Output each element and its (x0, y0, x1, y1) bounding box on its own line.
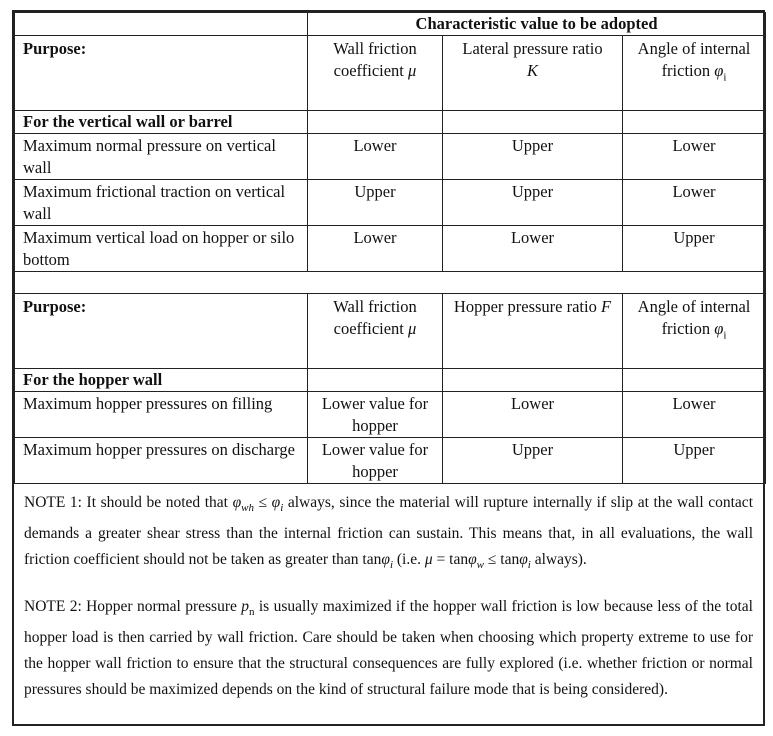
phi-symbol: φ (232, 494, 242, 511)
row-mu: Upper (308, 180, 443, 226)
blank-cell (623, 369, 766, 392)
note-text: always, since the material will rupture internally if slip at the wall contact demands a greater shear stress than the internal friction can sustain. This means that, in all evaluations, the wall friction coefficient should not be taken as greater than tan (24, 494, 753, 569)
column-header-row (15, 36, 766, 111)
purpose-label: Purpose: (15, 294, 308, 369)
phi-symbol: φ (271, 494, 281, 511)
column-header-row (15, 294, 766, 369)
note-text: ≤ tan (484, 551, 520, 569)
col-label: Lateral pressure ratio (462, 39, 603, 58)
phi-symbol: φ (468, 551, 477, 569)
row-purpose: Maximum hopper pressures on filling (15, 392, 308, 438)
table-row (15, 180, 766, 226)
spacer-cell (15, 272, 766, 294)
table-row (15, 392, 766, 438)
phi-sub: w (476, 559, 485, 572)
phi-symbol: φ (714, 61, 724, 80)
spacer-row (15, 272, 766, 294)
row-purpose: Maximum vertical load on hopper or silo bottom (15, 226, 308, 272)
section-title-row (15, 111, 766, 134)
row-mu: Lower (308, 134, 443, 180)
phi-sub: i (280, 502, 284, 515)
p-symbol: p (241, 598, 249, 616)
row-phi: Lower (623, 392, 766, 438)
table-row (15, 134, 766, 180)
col-label: Wall friction coefficient (333, 39, 417, 80)
note-text: ≤ (253, 494, 272, 511)
row-phi: Upper (623, 438, 766, 484)
note-text: NOTE 2: Hopper normal pressure (24, 598, 242, 616)
blank-header-cell (15, 13, 308, 36)
row-k: Upper (443, 180, 623, 226)
row-f: Lower (443, 392, 623, 438)
row-phi: Upper (623, 226, 766, 272)
row-mu: Lower value for hopper (308, 392, 443, 438)
note-text: is usually maximized if the hopper wall friction is low because less of the total hopper load is then carried by wall friction. Care should be taken when choosing which property extreme to use for the hopper wall friction to ensure that the structural consequences are fully explored (i.e. whether friction or normal pressures should be maximized depends on the kind of structural failure mode that is being considered). (24, 598, 753, 699)
note-2 (24, 594, 753, 703)
phi-sub: wh (241, 502, 254, 515)
row-phi: Lower (623, 180, 766, 226)
row-purpose: Maximum frictional traction on vertical wall (15, 180, 308, 226)
note-text: NOTE 1: It should be noted that (24, 494, 233, 511)
row-f: Upper (443, 438, 623, 484)
phi-sub: i (723, 71, 727, 84)
blank-cell (308, 111, 443, 134)
col-hopper-pressure (443, 294, 623, 369)
blank-cell (623, 111, 766, 134)
note-text: always). (530, 551, 587, 569)
row-purpose: Maximum normal pressure on vertical wall (15, 134, 308, 180)
blank-cell (443, 111, 623, 134)
col-wall-friction (308, 294, 443, 369)
f-symbol: F (600, 297, 612, 316)
note-text: = tan (432, 551, 469, 569)
phi-symbol: φ (714, 319, 724, 338)
row-k: Upper (443, 134, 623, 180)
mu-symbol: μ (408, 61, 417, 80)
note-1 (24, 490, 753, 578)
blank-cell (443, 369, 623, 392)
section-title: For the vertical wall or barrel (15, 111, 308, 134)
blank-cell (308, 369, 443, 392)
col-label: Hopper pressure ratio (453, 297, 597, 316)
phi-symbol: φ (519, 551, 528, 569)
col-lateral-pressure (443, 36, 623, 111)
phi-sub: i (389, 559, 394, 572)
col-label: Wall friction coefficient (333, 297, 417, 338)
col-internal-friction (623, 294, 766, 369)
mu-symbol: μ (424, 551, 433, 569)
col-label: Angle of internal friction (637, 297, 751, 338)
table-row (15, 438, 766, 484)
col-label: Angle of internal friction (637, 39, 751, 80)
note-text: (i.e. (393, 551, 425, 569)
phi-sub: i (723, 329, 727, 342)
col-wall-friction (308, 36, 443, 111)
k-symbol: K (526, 61, 538, 80)
row-purpose: Maximum hopper pressures on discharge (15, 438, 308, 484)
table-header-row (15, 13, 766, 36)
section-title-row (15, 369, 766, 392)
mu-symbol: μ (408, 319, 417, 338)
row-mu: Lower (308, 226, 443, 272)
phi-sub: i (527, 559, 531, 572)
row-mu: Lower value for hopper (308, 438, 443, 484)
notes-section (14, 484, 763, 703)
characteristic-values-table (12, 10, 765, 726)
characteristic-value-header: Characteristic value to be adopted (308, 13, 766, 36)
purpose-label: Purpose: (15, 36, 308, 111)
values-table (14, 12, 766, 484)
row-phi: Lower (623, 134, 766, 180)
col-internal-friction (623, 36, 766, 111)
row-k: Lower (443, 226, 623, 272)
table-row (15, 226, 766, 272)
p-sub: n (249, 606, 255, 619)
section-title: For the hopper wall (15, 369, 308, 392)
phi-symbol: φ (381, 551, 390, 569)
